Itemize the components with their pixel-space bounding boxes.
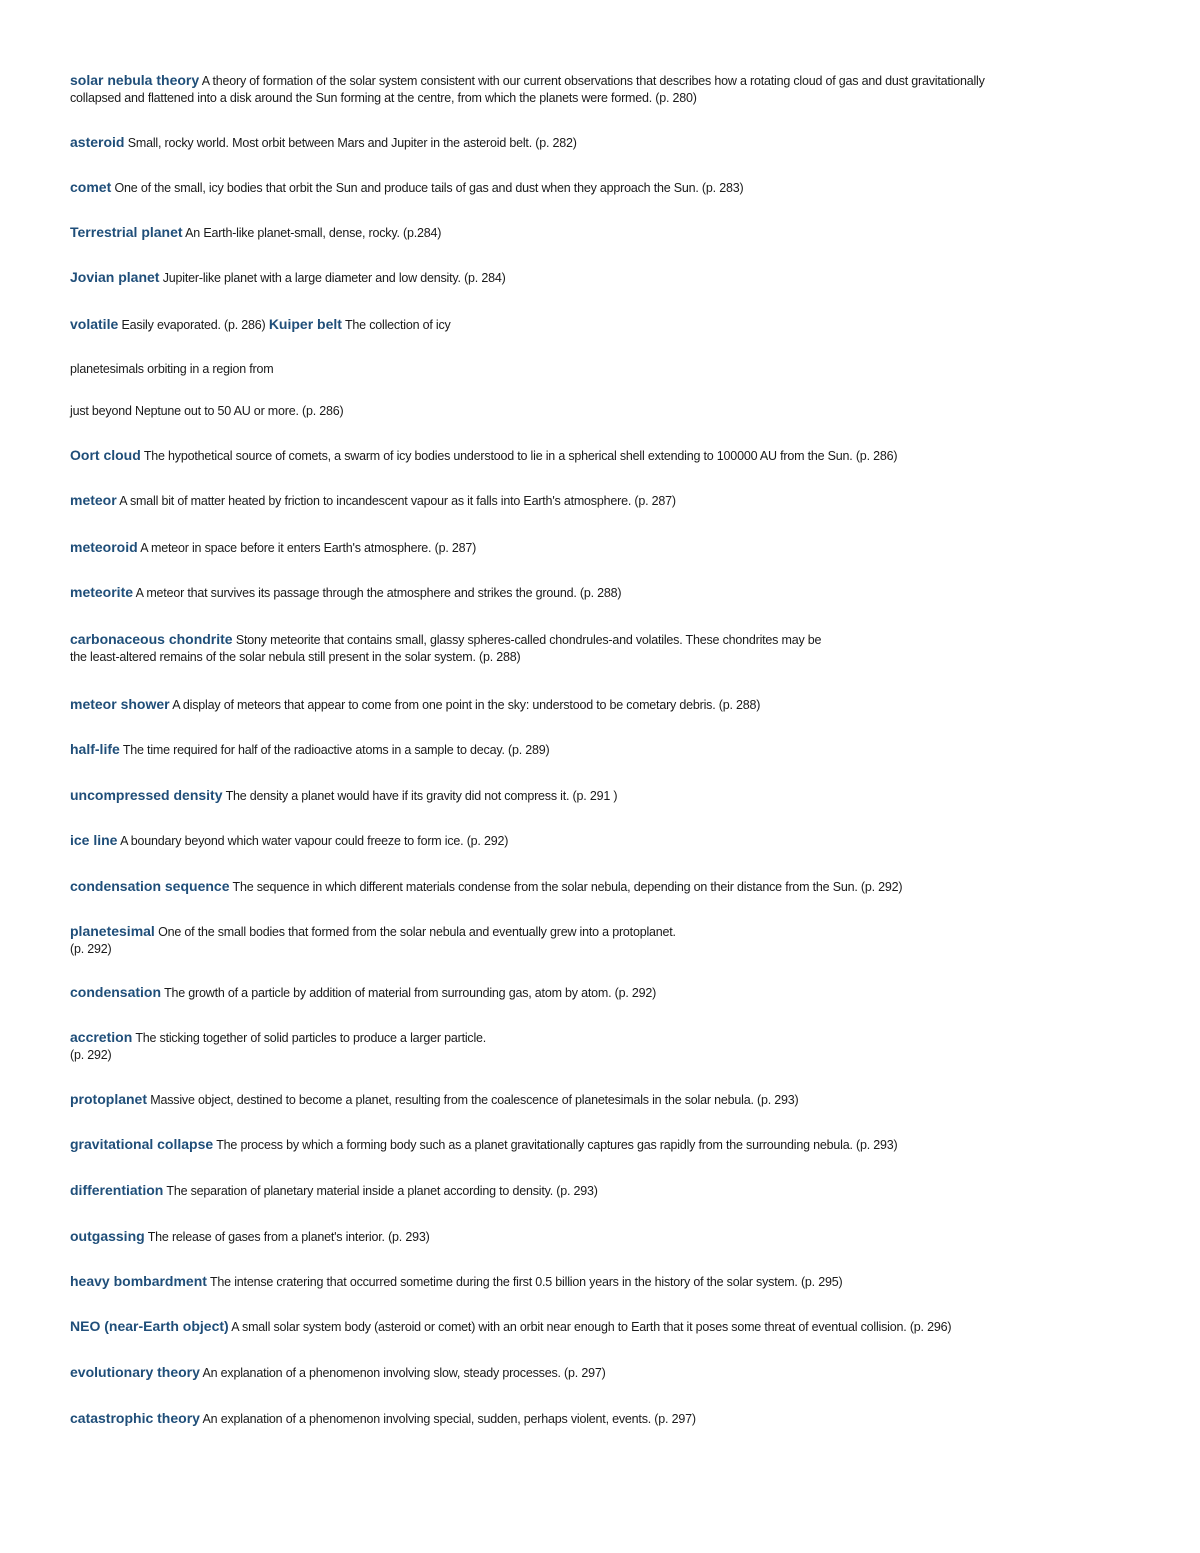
definition: The growth of a particle by addition of material from surrounding gas, atom by atom. (p. 292) <box>164 986 657 1000</box>
term: solar nebula theory <box>70 72 200 88</box>
entry-meteorite <box>70 584 1140 602</box>
entry-half-life <box>70 741 1140 759</box>
term: meteorite <box>70 584 134 600</box>
plain-text: planetesimals orbiting in a region from <box>70 362 274 376</box>
entry-continuation <box>70 403 1140 420</box>
definition-kuiper-belt: The collection of icy <box>345 318 451 332</box>
term: meteor shower <box>70 696 170 712</box>
term: differentiation <box>70 1182 164 1198</box>
entry-oort-cloud <box>70 447 1140 465</box>
entry-accretion <box>70 1029 1140 1064</box>
term: half-life <box>70 741 120 757</box>
term: protoplanet <box>70 1091 147 1107</box>
term: Jovian planet <box>70 269 160 285</box>
term: evolutionary theory <box>70 1364 200 1380</box>
definition: The sequence in which different materials condense from the solar nebula, depending on their distance from the Sun. (p. 292) <box>232 880 903 894</box>
definition: Small, rocky world. Most orbit between Mars and Jupiter in the asteroid belt. (p. 282) <box>127 136 577 150</box>
entry-ice-line <box>70 832 1140 850</box>
plain-text: just beyond Neptune out to 50 AU or more. (p. 286) <box>70 404 344 418</box>
entry-terrestrial-planet <box>70 224 1140 242</box>
entry-meteor <box>70 492 1140 510</box>
entry-differentiation <box>70 1182 1140 1200</box>
definition: The intense cratering that occurred sometime during the first 0.5 billion years in the history of the solar system. (p. 295) <box>210 1275 843 1289</box>
entry-comet <box>70 179 1140 197</box>
term: Terrestrial planet <box>70 224 183 240</box>
entry-condensation-sequence <box>70 878 1140 896</box>
definition: A display of meteors that appear to come from one point in the sky: understood to be cometary debris. (p. 288) <box>172 698 761 712</box>
definition-continued: the least-altered remains of the solar nebula still present in the solar system. (p. 288) <box>70 650 521 664</box>
definition: The release of gases from a planet's interior. (p. 293) <box>147 1230 430 1244</box>
definition: The separation of planetary material inside a planet according to density. (p. 293) <box>166 1184 598 1198</box>
term: condensation sequence <box>70 878 230 894</box>
definition: The sticking together of solid particles to produce a larger particle. <box>135 1031 487 1045</box>
term: NEO (near-Earth object) <box>70 1318 229 1334</box>
term: outgassing <box>70 1228 145 1244</box>
term: accretion <box>70 1029 133 1045</box>
definition: The time required for half of the radioactive atoms in a sample to decay. (p. 289) <box>122 743 550 757</box>
entry-solar-nebula-theory <box>70 72 1140 107</box>
definition: An Earth-like planet-small, dense, rocky. (p.284) <box>185 226 442 240</box>
definition: Massive object, destined to become a planet, resulting from the coalescence of planetesimals in the solar nebula. (p. 293) <box>150 1093 799 1107</box>
definition: Jupiter-like planet with a large diameter and low density. (p. 284) <box>162 271 506 285</box>
definition-continued: (p. 292) <box>70 942 112 956</box>
definition: Stony meteorite that contains small, glassy spheres-called chondrules-and volatiles. These chondrites may be <box>235 633 822 647</box>
definition: A boundary beyond which water vapour could freeze to form ice. (p. 292) <box>120 834 509 848</box>
definition: One of the small, icy bodies that orbit the Sun and produce tails of gas and dust when they approach the Sun. (p. 283) <box>114 181 744 195</box>
term: gravitational collapse <box>70 1136 214 1152</box>
term: condensation <box>70 984 162 1000</box>
term-kuiper-belt: Kuiper belt <box>268 316 342 332</box>
entry-planetesimal <box>70 923 1140 958</box>
entry-uncompressed-density <box>70 787 1140 805</box>
entry-carbonaceous-chondrite <box>70 631 1140 666</box>
entry-neo <box>70 1318 1140 1336</box>
entry-meteor-shower <box>70 696 1140 714</box>
term: carbonaceous chondrite <box>70 631 233 647</box>
entry-condensation <box>70 984 1140 1002</box>
entry-jovian-planet <box>70 269 1140 287</box>
term: meteoroid <box>70 539 138 555</box>
term: asteroid <box>70 134 125 150</box>
entry-asteroid <box>70 134 1140 152</box>
entry-gravitational-collapse <box>70 1136 1140 1154</box>
definition: The hypothetical source of comets, a swarm of icy bodies understood to lie in a spherical shell extending to 100000 AU from the Sun. (p. 286) <box>143 449 898 463</box>
entry-continuation <box>70 361 1140 378</box>
term: uncompressed density <box>70 787 223 803</box>
definition: An explanation of a phenomenon involving special, sudden, perhaps violent, events. (p. 297) <box>202 1412 696 1426</box>
definition: Easily evaporated. (p. 286) <box>121 318 266 332</box>
definition-continued: collapsed and flattened into a disk around the Sun forming at the centre, from which the planets were formed. (p. 280) <box>70 91 697 105</box>
entry-outgassing <box>70 1228 1140 1246</box>
definition: A small bit of matter heated by friction to incandescent vapour as it falls into Earth's atmosphere. (p. 287) <box>119 494 676 508</box>
entry-protoplanet <box>70 1091 1140 1109</box>
entry-meteoroid <box>70 539 1140 557</box>
term: volatile <box>70 316 119 332</box>
definition: The density a planet would have if its gravity did not compress it. (p. 291 ) <box>225 789 618 803</box>
term: catastrophic theory <box>70 1410 200 1426</box>
definition: An explanation of a phenomenon involving slow, steady processes. (p. 297) <box>202 1366 606 1380</box>
definition: A meteor in space before it enters Earth's atmosphere. (p. 287) <box>140 541 477 555</box>
term: ice line <box>70 832 118 848</box>
term: heavy bombardment <box>70 1273 207 1289</box>
term: Oort cloud <box>70 447 141 463</box>
entry-evolutionary-theory <box>70 1364 1140 1382</box>
definition: A small solar system body (asteroid or comet) with an orbit near enough to Earth that it poses some threat of eventual collision. (p. 296) <box>231 1320 952 1334</box>
definition: A theory of formation of the solar system consistent with our current observations that describes how a rotating cloud of gas and dust gravitationally <box>201 74 985 88</box>
entry-volatile <box>70 316 1140 334</box>
entry-heavy-bombardment <box>70 1273 1140 1291</box>
definition: One of the small bodies that formed from the solar nebula and eventually grew into a protoplanet. <box>158 925 676 939</box>
term: planetesimal <box>70 923 155 939</box>
glossary-page <box>70 0 1140 1553</box>
entry-catastrophic-theory <box>70 1410 1140 1428</box>
term: comet <box>70 179 112 195</box>
definition: A meteor that survives its passage through the atmosphere and strikes the ground. (p. 288) <box>135 586 622 600</box>
definition: The process by which a forming body such as a planet gravitationally captures gas rapidly from the surrounding nebula. (p. 293) <box>216 1138 898 1152</box>
definition-continued: (p. 292) <box>70 1048 112 1062</box>
term: meteor <box>70 492 117 508</box>
